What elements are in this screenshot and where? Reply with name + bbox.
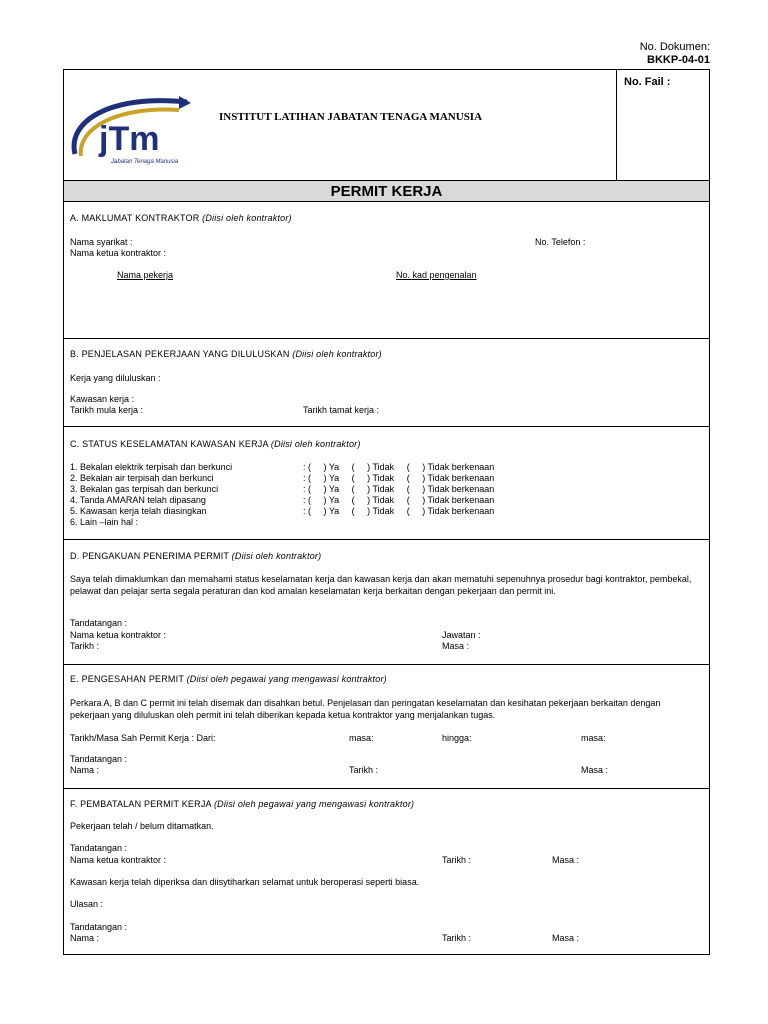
safety-item-options: : ( ) Ya ( ) Tidak ( ) Tidak berkenaan	[303, 473, 495, 483]
section-e-note: (Diisi oleh pegawai yang mengawasi kontraktor)	[186, 674, 387, 684]
name-field: Nama :	[70, 765, 100, 775]
approved-work-field: Kerja yang diluluskan :	[70, 373, 161, 383]
time-field: Masa :	[552, 855, 580, 865]
validity-until-time-field: masa:	[581, 733, 606, 743]
safety-item-options: : ( ) Ya ( ) Tidak ( ) Tidak berkenaan	[303, 462, 495, 472]
safety-item-options: : ( ) Ya ( ) Tidak ( ) Tidak berkenaan	[303, 484, 495, 494]
time-field: Masa :	[581, 765, 609, 775]
section-c-heading: C. STATUS KESELAMATAN KAWASAN KERJA	[70, 439, 269, 449]
validity-from-field: Tarikh/Masa Sah Permit Kerja : Dari:	[70, 733, 216, 743]
form-title: PERMIT KERJA	[330, 183, 443, 200]
name-field: Nama :	[70, 933, 100, 943]
title-band	[64, 180, 709, 202]
validity-time-field: masa:	[349, 733, 374, 743]
section-a-note: (Diisi oleh kontraktor)	[202, 213, 292, 223]
logo-tagline: Jabatan Tenaga Manusia	[111, 159, 179, 165]
section-f-title	[70, 799, 414, 810]
section-e-title	[70, 674, 387, 685]
safety-item-label: 1. Bekalan elektrik terpisah dan berkunci	[70, 462, 233, 472]
area-declared-text: Kawasan kerja telah diperiksa dan diisytiharkan selamat untuk beroperasi seperti biasa.	[70, 877, 420, 887]
document-number-code: BKKP-04-01	[647, 54, 710, 66]
worker-name-column: Nama pekerja	[117, 270, 174, 280]
work-status-text: Pekerjaan telah / belum ditamatkan.	[70, 821, 214, 831]
document-number	[640, 41, 710, 67]
time-field: Masa :	[552, 933, 580, 943]
signature-field: Tandatangan :	[70, 922, 128, 932]
date-field: Tarikh :	[442, 933, 472, 943]
divider-d-e	[64, 664, 709, 665]
date-field: Tarikh :	[70, 641, 100, 651]
date-field: Tarikh :	[442, 855, 472, 865]
leader-name-field: Nama ketua kontraktor :	[70, 855, 167, 865]
phone-field: No. Telefon :	[535, 237, 586, 247]
remarks-field: Ulasan :	[70, 899, 104, 909]
divider-e-f	[64, 788, 709, 789]
section-f-note: (Diisi oleh pegawai yang mengawasi kontraktor)	[213, 799, 415, 809]
section-a-heading: A. MAKLUMAT KONTRAKTOR	[70, 213, 200, 223]
safety-item-label: 4. Tanda AMARAN telah dipasang	[70, 495, 206, 505]
jtm-logo	[69, 92, 194, 172]
section-d-title	[70, 551, 321, 562]
jtm-logo-graphic	[69, 92, 194, 172]
start-date-field: Tarikh mula kerja :	[70, 405, 144, 415]
company-name-field: Nama syarikat :	[70, 237, 133, 247]
validity-until-field: hingga:	[442, 733, 472, 743]
end-date-field: Tarikh tamat kerja :	[303, 405, 380, 415]
section-b-note: (Diisi oleh kontraktor)	[292, 349, 382, 359]
position-field: Jawatan :	[442, 630, 481, 640]
signature-field: Tandatangan :	[70, 618, 128, 628]
section-a-title	[70, 213, 292, 224]
leader-name-field: Nama ketua kontraktor :	[70, 248, 167, 258]
verification-text: Perkara A, B dan C permit ini telah disemak dan disahkan betul. Penjelasan dan peringatan keselamatan dan kesihatan pekerjaan berkaitan dengan pekerjaan yang diluluskan oleh permit ini telah diberikan kepada ketua kontraktor yang menjalankan tugas.	[70, 698, 661, 720]
signature-field: Tandatangan :	[70, 843, 128, 853]
file-no-divider	[616, 70, 617, 180]
safety-item-options: : ( ) Ya ( ) Tidak ( ) Tidak berkenaan	[303, 506, 495, 516]
safety-item-label: 6. Lain –lain hal :	[70, 517, 139, 527]
signature-field: Tandatangan :	[70, 754, 128, 764]
institute-name: INSTITUT LATIHAN JABATAN TENAGA MANUSIA	[219, 111, 483, 123]
section-c-title	[70, 439, 361, 450]
file-no-label: No. Fail :	[624, 76, 671, 88]
section-b-heading: B. PENJELASAN PEKERJAAN YANG DILULUSKAN	[70, 349, 290, 359]
ic-number-column: No. kad pengenalan	[396, 270, 477, 280]
permit-form	[63, 69, 710, 955]
divider-b-c	[64, 426, 709, 427]
divider-a-b	[64, 338, 709, 339]
safety-item-label: 3. Bekalan gas terpisah dan berkunci	[70, 484, 219, 494]
svg-text:jTm: jTm	[99, 120, 160, 158]
section-e-heading: E. PENGESAHAN PERMIT	[70, 674, 184, 684]
time-field: Masa :	[442, 641, 470, 651]
leader-name-field: Nama ketua kontraktor :	[70, 630, 167, 640]
work-area-field: Kawasan kerja :	[70, 394, 135, 404]
section-d-note: (Diisi oleh kontraktor)	[231, 551, 322, 561]
safety-item-label: 5. Kawasan kerja telah diasingkan	[70, 506, 207, 516]
date-field: Tarikh :	[349, 765, 379, 775]
section-f-heading: F. PEMBATALAN PERMIT KERJA	[70, 799, 212, 809]
section-c-note: (Diisi oleh kontraktor)	[270, 439, 361, 449]
declaration-text: Saya telah dimaklumkan dan memahami status keselamatan kerja dan kawasan kerja dan akan mematuhi sepenuhnya prosedur bagi kontraktor, pembekal, pelawat dan pelajar serta segala peraturan dan kod amalan keselamatan kerja berkaitan dengan pekerjaan dan permit ini.	[70, 574, 692, 596]
section-d-heading: D. PENGAKUAN PENERIMA PERMIT	[70, 551, 229, 561]
section-b-title	[70, 349, 382, 360]
safety-item-label: 2. Bekalan air terpisah dan berkunci	[70, 473, 214, 483]
divider-c-d	[64, 539, 709, 540]
document-number-label: No. Dokumen:	[639, 41, 710, 53]
safety-item-options: : ( ) Ya ( ) Tidak ( ) Tidak berkenaan	[303, 495, 495, 505]
